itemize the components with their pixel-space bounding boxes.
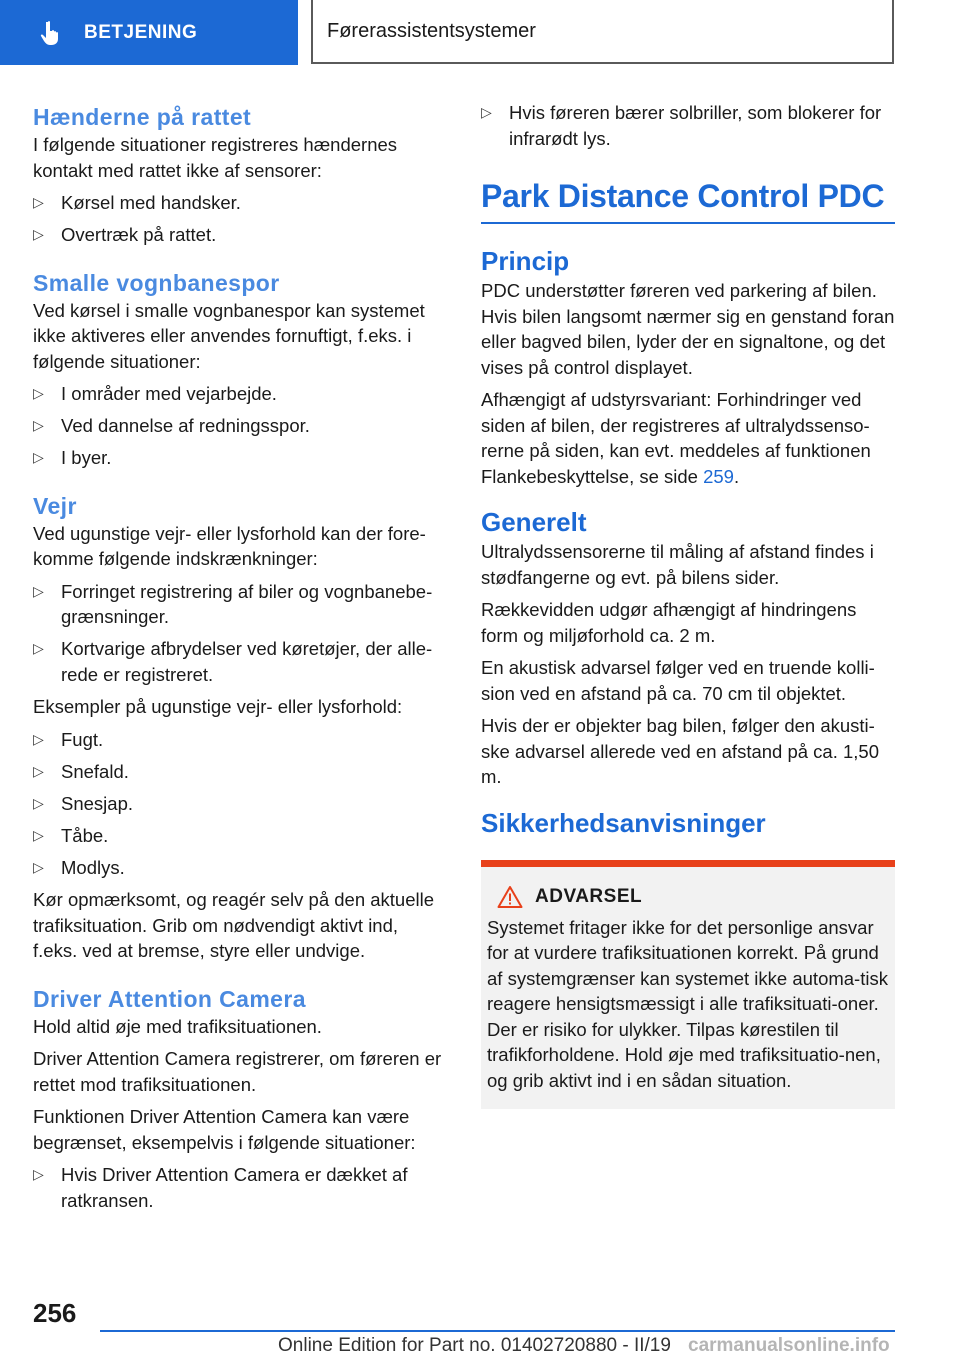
right-column [481, 100, 895, 1109]
paragraph: Rækkevidden udgør afhængigt af hindringens form og miljøforhold ca. 2 m. [481, 599, 857, 646]
bullet-list [33, 1162, 445, 1213]
heading-haenderne: Hænderne på rattet [33, 104, 252, 130]
bullet-list [33, 727, 445, 881]
bullet-triangle-icon: ▷ [33, 1166, 44, 1182]
bullet-triangle-icon: ▷ [481, 104, 492, 120]
list-item: ▷ Modlys. [33, 855, 445, 881]
list-item: ▷ Tåbe. [33, 823, 445, 849]
heading-sikkerhed: Sikkerhedsanvisninger [481, 807, 766, 838]
bullet-triangle-icon: ▷ [33, 226, 44, 242]
bullet-triangle-icon: ▷ [33, 762, 44, 779]
paragraph: Hold altid øje med trafiksituationen. [33, 1015, 322, 1037]
footer-edition: Online Edition for Part no. 01402720880 - II/19 [278, 1335, 671, 1356]
paragraph: Driver Attention Camera registrerer, om føreren er rettet mod trafiksituationen. [33, 1048, 442, 1095]
paragraph: Afhængigt af udstyrsvariant: Forhindringer ved siden af bilen, der registreres af ultralydssenso-rerne på siden, kan evt. meddeles af funktionen Flankebeskyttelse, se side 259. [481, 389, 871, 487]
footer-divider [100, 1330, 895, 1332]
chapter-header [311, 0, 894, 64]
list-item: ▷ Kørsel med handsker. [33, 190, 445, 216]
chapter-heading-wrap [481, 175, 895, 224]
page-link[interactable]: 259 [703, 465, 734, 487]
paragraph: Ved ugunstige vejr- eller lysforhold kan der fore-komme følgende indskrænkninger: [33, 522, 426, 569]
heading-vejr: Vejr [33, 492, 77, 519]
paragraph: Eksempler på ugunstige vejr- eller lysforhold: [33, 696, 403, 717]
paragraph: I følgende situationer registreres hændernes kontakt med rattet ikke af sensorer: [33, 134, 398, 181]
list-item: ▷ Fugt. [33, 727, 445, 753]
bullet-list [33, 190, 445, 248]
list-item: ▷ Hvis Driver Attention Camera er dækket af ratkransen. [33, 1164, 408, 1211]
paragraph: Kør opmærksomt, og reagér selv på den aktuelle trafiksituation. Grib om nødvendigt aktivt ind, f.eks. ved at bremse, styre eller undvige. [33, 889, 435, 961]
list-item: ▷ Ved dannelse af redningsspor. [33, 413, 445, 439]
section-tab-label: BETJENING [84, 21, 198, 43]
list-item: ▷ Forringet registrering af biler og vognbanebe-grænsninger. [33, 580, 433, 627]
paragraph: En akustisk advarsel følger ved en truende kolli-sion ved en afstand på ca. 70 cm til objektet. [481, 657, 875, 704]
page-number: 256 [33, 1298, 77, 1328]
paragraph: Ved kørsel i smalle vognbanespor kan systemet ikke aktiveres eller anvendes fornuftigt, f.eks. i følgende situationer: [33, 299, 425, 372]
warning-title: ADVARSEL [535, 885, 643, 907]
bullet-triangle-icon: ▷ [33, 730, 44, 747]
heading-princip: Princip [481, 246, 570, 276]
bullet-list [33, 381, 445, 471]
warning-header [487, 885, 889, 909]
section-tab [0, 0, 298, 65]
paragraph: Funktionen Driver Attention Camera kan være begrænset, eksempelvis i følgende situationer: [33, 1106, 416, 1153]
bullet-list [481, 100, 895, 151]
left-column [33, 102, 445, 1220]
watermark: carmanualsonline.info [688, 1335, 890, 1356]
hand-pointer-icon [38, 20, 64, 46]
heading-generelt: Generelt [481, 507, 587, 537]
warning-box [481, 860, 895, 1110]
bullet-triangle-icon: ▷ [33, 449, 44, 465]
list-item: ▷ Snesjap. [33, 791, 445, 817]
bullet-triangle-icon: ▷ [33, 640, 44, 656]
bullet-triangle-icon: ▷ [33, 826, 44, 843]
list-item: ▷ Hvis føreren bærer solbriller, som blokerer for infrarødt lys. [481, 102, 882, 149]
list-item: ▷ I områder med vejarbejde. [33, 381, 445, 407]
paragraph: Ultralydssensorerne til måling af afstand findes i stødfangerne og evt. på bilens sider. [481, 541, 874, 588]
bullet-triangle-icon: ▷ [33, 385, 44, 401]
list-item: ▷ Overtræk på rattet. [33, 222, 445, 248]
list-item: ▷ Kortvarige afbrydelser ved køretøjer, der alle-rede er registreret. [33, 638, 433, 685]
bullet-triangle-icon: ▷ [33, 858, 44, 875]
warning-text: Systemet fritager ikke for det personlige ansvar for at vurdere trafiksituationen korrekt. På grund af systemgrænser kan systemet ikke automa-tisk reagere hensigtsmæssigt i alle trafiksituati-oner. Der er risiko for ulykker. Tilpas kørestilen til trafikforholdene. Hold øje med trafiksituatio-nen, og grib aktivt ind i en sådan situation. [487, 916, 888, 1091]
paragraph: Hvis der er objekter bag bilen, følger den akusti-ske advarsel allerede ved en afstand på ca. 1,50 m. [481, 715, 880, 787]
list-item: ▷ I byer. [33, 445, 445, 471]
bullet-triangle-icon: ▷ [33, 794, 44, 811]
bullet-triangle-icon: ▷ [33, 417, 44, 433]
bullet-triangle-icon: ▷ [33, 582, 44, 599]
list-item: ▷ Snefald. [33, 759, 445, 785]
heading-smalle: Smalle vognbanespor [33, 269, 280, 296]
bullet-list [33, 579, 445, 688]
paragraph: PDC understøtter føreren ved parkering af bilen. Hvis bilen langsomt nærmer sig en genstand foran eller bagved bilen, lyder der en signaltone, og det vises på control displayet. [481, 280, 895, 378]
heading-pdc: Park Distance Control PDC [481, 178, 885, 214]
heading-driver-attention: Driver Attention Camera [33, 985, 306, 1012]
bullet-triangle-icon: ▷ [33, 194, 44, 210]
warning-triangle-icon [497, 885, 523, 909]
chapter-title: Førerassistentsystemer [327, 19, 536, 42]
